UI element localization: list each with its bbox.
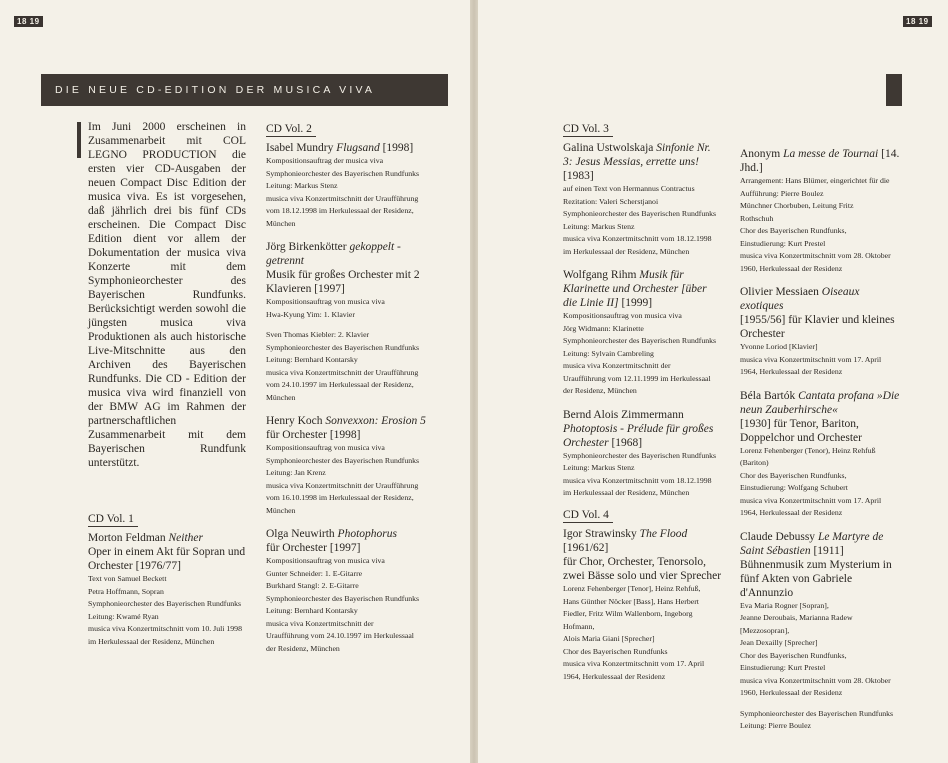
work-title: Flugsand — [336, 142, 380, 154]
detail-line: Kompositionsauftrag von musica viva — [563, 311, 682, 320]
detail-line: musica viva Konzertmitschnitt vom 18.12.1998 — [563, 234, 712, 243]
detail-line: 1960, Herkulessaal der Residenz — [740, 688, 843, 697]
detail-line: Uraufführung vom 24.10.1997 im Herkulessaal — [266, 631, 414, 640]
composer: Morton Feldman — [88, 532, 166, 544]
work-title: Sinfonie Nr. 3: Jesus Messias, errette uns! — [563, 142, 711, 168]
cd-entry — [740, 530, 902, 733]
entry-title — [266, 141, 441, 155]
cd-entry — [266, 240, 441, 404]
work-year: [1999] — [621, 297, 653, 309]
composer: Claude Debussy — [740, 530, 816, 543]
detail-line: München — [266, 505, 296, 515]
detail-line: Lorenz Fehenberger (Tenor), Heinz Rehfuß — [740, 445, 876, 455]
detail-line: Hwa-Kyung Yim: 1. Klavier — [266, 309, 355, 319]
detail-line: 1964, Herkulessaal der Residenz — [563, 671, 666, 681]
detail-line: musica viva Konzertmitschnitt vom 18.12.1998 — [563, 475, 712, 485]
detail-line: Jeanne Deroubais, Marianna Radew — [740, 613, 853, 622]
work-subtitle: [1955/56] für Klavier und kleines Orchester — [740, 314, 895, 340]
entry-title — [563, 527, 723, 555]
cd-vol-1 — [88, 512, 253, 658]
detail-line: musica viva Konzertmitschnitt der — [563, 361, 671, 370]
detail-line: Symphonieorchester des Bayerischen Rundfunks — [563, 209, 717, 218]
spacer — [266, 321, 441, 329]
detail-line: im Herkulessaal der Residenz, München — [563, 246, 690, 256]
work-subtitle: für Chor, Orchester, Tenorsolo, zwei Bässe solo und vier Sprecher — [563, 556, 722, 582]
detail-line: Chor des Bayerischen Rundfunks, — [740, 650, 847, 660]
detail-line: musica viva Konzertmitschnitt der Uraufführung — [266, 193, 419, 203]
detail-line: auf einen Text von Hermannus Contractus — [563, 184, 695, 193]
detail-line: Leitung: Markus Stenz — [563, 221, 635, 231]
entry-title — [563, 141, 723, 183]
entry-title — [563, 408, 723, 450]
work-title: Cantata profana »Die neun Zauberhirsche« — [740, 389, 900, 416]
cd-entry — [563, 408, 723, 500]
entry-title — [740, 285, 902, 313]
detail-line: Sven Thomas Kiebler: 2. Klavier — [266, 330, 370, 339]
entry-title — [266, 414, 441, 428]
work-year: [1911] — [813, 544, 844, 557]
entry-title — [266, 527, 441, 541]
detail-line: musica viva Konzertmitschnitt vom 28. Oktober — [740, 675, 891, 685]
detail-line: Chor des Bayerischen Rundfunks, — [740, 470, 847, 480]
detail-line: Symphonieorchester des Bayerischen Rundfunks — [266, 455, 420, 465]
cd-heading: CD Vol. 3 — [563, 122, 613, 137]
work-title: Musik für Klarinette und Orchester [über die Linie II] — [563, 269, 707, 309]
cd-vol-4 — [563, 508, 723, 693]
work-title: The Flood — [639, 528, 688, 540]
detail-line: Petra Hoffmann, Sopran — [88, 586, 164, 596]
cd-entry — [563, 268, 723, 398]
work-subtitle: Bühnenmusik zum Mysterium in fünf Akten von Gabriele d'Annunzio — [740, 558, 892, 599]
detail-line: Fiedler, Fritz Wilm Wallenborn, Ingeborg — [563, 609, 693, 618]
detail-line: musica viva Konzertmitschnitt vom 17. April — [740, 495, 882, 505]
entry-title — [88, 531, 253, 545]
detail-line: Arrangement: Hans Blümer, eingerichtet für die — [740, 176, 890, 185]
composer: Jörg Birkenkötter — [266, 241, 347, 253]
cd-entry — [88, 531, 253, 648]
detail-line: Symphonieorchester des Bayerischen Rundfunks — [740, 708, 894, 718]
detail-line: 1964, Herkulessaal der Residenz — [740, 367, 843, 376]
composer: Henry Koch — [266, 415, 323, 427]
detail-line: Chor des Bayerischen Rundfunks — [563, 646, 668, 656]
gutter — [470, 0, 478, 763]
detail-line: Kompositionsauftrag von musica viva — [266, 443, 385, 452]
detail-line: Eva Maria Rogner [Sopran], — [740, 600, 829, 610]
detail-line: Münchner Chorbuben, Leitung Fritz — [740, 201, 854, 210]
detail-line: Text von Samuel Beckett — [88, 574, 167, 583]
detail-line: der Residenz, München — [563, 386, 637, 395]
detail-line: Einstudierung: Kurt Prestel — [740, 238, 826, 248]
composer: Galina Ustwolskaja — [563, 142, 654, 154]
detail-line: Rezitation: Valeri Scherstjanoi — [563, 196, 659, 206]
page-number-left: 18 19 — [14, 16, 43, 27]
banner-right-block — [886, 74, 902, 106]
detail-line: 1964, Herkulessaal der Residenz — [740, 508, 843, 517]
detail-line: Leitung: Bernhard Kontarsky — [266, 355, 358, 364]
work-title: Photoptosis - Prélude für großes Orchester — [563, 422, 714, 449]
detail-line: Leitung: Bernhard Kontarsky — [266, 606, 358, 615]
detail-line: Leitung: Kwamé Ryan — [88, 611, 159, 621]
entry-title — [740, 389, 902, 417]
detail-line: vom 16.10.1998 im Herkulessaal der Residenz, — [266, 493, 414, 502]
work-subtitle: für Orchester [1997] — [266, 542, 361, 554]
detail-line: musica viva Konzertmitschnitt der — [266, 618, 374, 628]
detail-line: Symphonieorchester des Bayerischen Rundfunks — [563, 450, 717, 460]
detail-line: musica viva Konzertmitschnitt vom 10. Juli 1998 — [88, 624, 242, 633]
detail-line: 1960, Herkulessaal der Residenz — [740, 263, 843, 273]
detail-line: Symphonieorchester des Bayerischen Rundfunks — [266, 593, 420, 603]
detail-line: musica viva Konzertmitschnitt vom 28. Oktober — [740, 251, 891, 260]
detail-line: Kompositionsauftrag der musica viva — [266, 156, 384, 165]
cd-entry — [266, 414, 441, 517]
detail-line: Kompositionsauftrag von musica viva — [266, 297, 385, 306]
detail-line: Kompositionsauftrag von musica viva — [266, 556, 385, 565]
cd-entry — [740, 389, 902, 520]
cd-vol-2 — [266, 122, 441, 665]
detail-line: Leitung: Markus Stenz — [563, 463, 635, 472]
detail-line: München — [266, 392, 296, 402]
detail-line: München — [266, 218, 296, 228]
detail-line: Einstudierung: Kurt Prestel — [740, 663, 826, 672]
cd-heading: CD Vol. 4 — [563, 508, 613, 523]
cd-heading: CD Vol. 2 — [266, 122, 316, 137]
banner-title: DIE NEUE CD-EDITION DER MUSICA VIVA — [41, 74, 448, 106]
detail-line: vom 18.12.1998 im Herkulessaal der Residenz, — [266, 206, 414, 215]
detail-line: musica viva Konzertmitschnitt der Uraufführung — [266, 480, 419, 490]
work-subtitle: Musik für großes Orchester mit 2 Klavieren [1997] — [266, 269, 420, 295]
detail-line: Leitung: Markus Stenz — [266, 181, 338, 190]
detail-line: Gunter Schneider: 1. E-Gitarre — [266, 568, 363, 578]
composer: Anonym — [740, 148, 781, 160]
work-title: Oiseaux exotiques — [740, 286, 860, 312]
detail-line: Symphonieorchester des Bayerischen Rundfunks — [266, 168, 420, 178]
detail-line: Chor des Bayerischen Rundfunks, — [740, 226, 847, 235]
entry-title — [266, 240, 441, 268]
spacer — [740, 700, 902, 708]
detail-line: Symphonieorchester des Bayerischen Rundfunks — [88, 599, 242, 608]
entry-title — [740, 147, 902, 175]
detail-line: Jörg Widmann: Klarinette — [563, 323, 644, 333]
work-subtitle: Oper in einem Akt für Sopran und Orchester [1976/77] — [88, 546, 246, 572]
detail-line: (Bariton) — [740, 458, 769, 467]
work-title: La messe de Tournai — [783, 148, 879, 160]
work-title: Sonvexxon: Erosion 5 — [325, 415, 426, 427]
composer: Olga Neuwirth — [266, 528, 335, 540]
composer: Wolfgang Rihm — [563, 269, 637, 281]
detail-line: der Residenz, München — [266, 643, 340, 653]
work-subtitle: für Orchester [1998] — [266, 429, 361, 441]
cd-entry — [266, 527, 441, 655]
detail-line: Uraufführung vom 12.11.1999 im Herkulessaal — [563, 373, 711, 383]
work-year: [1998] — [382, 142, 414, 154]
detail-line: Rothschuh — [740, 213, 774, 223]
detail-line: Symphonieorchester des Bayerischen Rundfunks — [266, 342, 420, 352]
detail-line: vom 24.10.1997 im Herkulessaal der Residenz, — [266, 380, 414, 389]
work-year: [1961/62] — [563, 542, 609, 554]
work-title: gekoppelt - getrennt — [266, 241, 401, 267]
detail-line: Einstudierung: Wolfgang Schubert — [740, 483, 848, 492]
cd-entry — [563, 141, 723, 258]
composer: Igor Strawinsky — [563, 528, 637, 540]
detail-line: im Herkulessaal der Residenz, München — [88, 636, 215, 646]
detail-line: Yvonne Loriod [Klavier] — [740, 342, 818, 351]
composer: Béla Bartók — [740, 389, 796, 402]
cd-entry — [740, 147, 902, 275]
work-title: Le Martyre de Saint Sébastien — [740, 530, 884, 557]
work-year: [14. Jhd.] — [740, 148, 900, 174]
detail-line: musica viva Konzertmitschnitt vom 17. April — [740, 354, 882, 364]
work-subtitle: [1930] für Tenor, Bariton, Doppelchor und Orchester — [740, 417, 862, 444]
work-year: [1968] — [611, 436, 643, 449]
composer: Bernd Alois Zimmermann — [563, 408, 684, 421]
page-number-right: 18 19 — [903, 16, 932, 27]
composer: Isabel Mundry — [266, 142, 334, 154]
detail-line: musica viva Konzertmitschnitt der Uraufführung — [266, 367, 419, 377]
detail-line: Burkhard Stangl: 2. E-Gitarre — [266, 581, 359, 590]
detail-line: Aufführung: Pierre Boulez — [740, 188, 824, 198]
intro-text: Im Juni 2000 erscheinen in Zusammenarbeit mit COL LEGNO PRODUCTION die ersten vier CD-Ausgaben der neuen Compact Disc Edition der musica viva. Es ist vorgesehen, daß jährlich drei bis fünf CDs erscheinen. Die Compact Disc Edition dient vor allem der Dokumentation der musica viva Konzerte mit dem Symphonieorchester des Bayerischen Rundfunks. Berücksichtigt werden sowohl die jüngsten musica viva Produktionen als auch historische Live-Mitschnitte aus den Archiven des Bayerischen Rundfunks. Die CD - Edition der musica viva wird finanziell von der BMW AG im Rahmen der partnerschaftlichen Zusammenarbeit mit dem Bayerischen Rundfunk unterstützt. — [88, 121, 246, 469]
detail-line: Lorenz Fehenberger [Tenor], Heinz Rehfuß, — [563, 584, 701, 593]
detail-line: Leitung: Pierre Boulez — [740, 721, 812, 730]
composer: Olivier Messiaen — [740, 286, 819, 298]
work-year: [1983] — [563, 170, 594, 182]
entry-title — [740, 530, 902, 558]
cd-vol-3-col-a — [563, 122, 723, 510]
detail-line: Hans Günther Nöcker [Bass], Hans Herbert — [563, 596, 699, 606]
cd-heading: CD Vol. 1 — [88, 512, 138, 527]
cd-entry — [740, 285, 902, 379]
work-title: Neither — [168, 532, 203, 544]
detail-line: Leitung: Jan Krenz — [266, 468, 326, 477]
cd-vol-3-col-b — [740, 147, 902, 743]
detail-line: Leitung: Sylvain Cambreling — [563, 348, 654, 358]
cd-entry — [563, 527, 723, 683]
detail-line: [Mezzosopran], — [740, 625, 790, 635]
detail-line: im Herkulessaal der Residenz, München — [563, 488, 690, 497]
detail-line: Alois Maria Giani [Sprecher] — [563, 634, 655, 643]
detail-line: Jean Dexailly [Sprecher] — [740, 638, 818, 647]
work-title: Photophorus — [337, 528, 397, 540]
cd-entry — [266, 141, 441, 230]
detail-line: Hofmann, — [563, 621, 595, 631]
detail-line: Symphonieorchester des Bayerischen Rundfunks — [563, 336, 717, 345]
intro-bar — [77, 122, 81, 158]
entry-title — [563, 268, 723, 310]
detail-line: musica viva Konzertmitschnitt vom 17. April — [563, 659, 705, 668]
